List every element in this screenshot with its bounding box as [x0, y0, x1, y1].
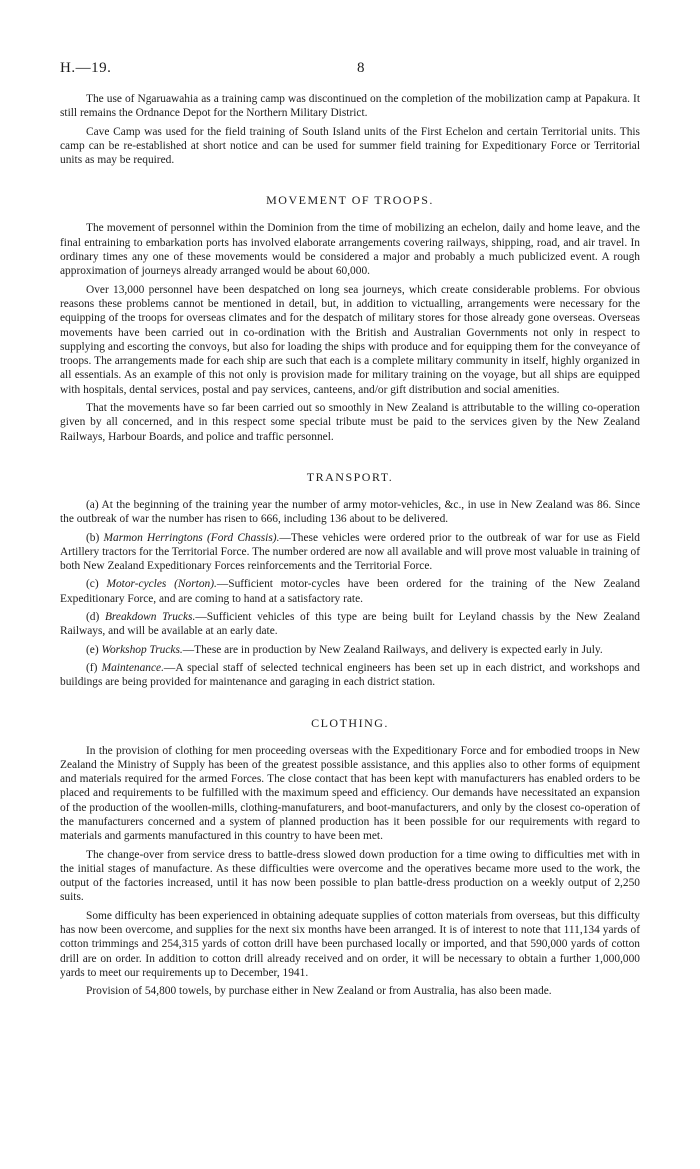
item-label: (b) — [86, 531, 100, 544]
transport-item-e — [60, 643, 640, 657]
paragraph: In the provision of clothing for men proceeding overseas with the Expeditionary Force and for embodied troops in New Zealand the Ministry of Supply has been of the greatest possible assistance, and this applies also to other forms of equipment and materials required for the armed Forces. The close contact that has been kept with manufacturers has enabled orders to be placed and requirements to be fulfilled with the maximum speed and efficiency. Our demands have necessitated an expansion of the production of the woollen-mills, clothing-manufaturers, and boot-manufacturers, and only by the closest co-operation of the manufacturers concerned and a system of planned production has it been possible for our requirements with regard to materials and garments manufactured in this country to have been met. — [60, 744, 640, 843]
item-label: (a) — [86, 498, 99, 511]
item-text: —These vehicles were ordered prior to the outbreak of war for use as Field Artillery tractors for the Territorial Force. The number ordered are now all available and will prove most valuable in training of both New Zealand Expeditionary Forces reinforcements and the Territorial Force. — [60, 531, 640, 573]
item-label: (f) — [86, 661, 98, 674]
paragraph: The change-over from service dress to battle-dress slowed down production for a time owing to difficulties met with in the initial stages of manufacture. As these difficulties were overcome and the operatives became more used to the work, the output of the factories increased, until it has now been possible to plan battle-dress production on a weekly output of 2,250 suits. — [60, 848, 640, 904]
document-reference: H.—19. — [60, 60, 112, 76]
item-title: Breakdown Trucks. — [104, 611, 196, 624]
item-title: Maintenance. — [101, 661, 164, 674]
running-header — [60, 60, 640, 82]
paragraph: Some difficulty has been experienced in obtaining adequate supplies of cotton materials from overseas, but this difficulty has now been overcome, and supplies for the next six months have been arranged. It is of interest to note that 111,134 yards of cotton trimmings and 254,315 yards of cotton drill have been purchased locally or imported, and that 590,000 yards of cotton drill are on order. In addition to cotton drill already received and on order, it will be necessary to obtain a further 1,000,000 yards to meet our requirements up to December, 1941. — [60, 909, 640, 979]
paragraph: That the movements have so far been carried out so smoothly in New Zealand is attributable to the willing co-operation given by all concerned, and in this respect some special tribute must be paid to the services given by the New Zealand Railways, Harbour Boards, and police and traffic personnel. — [60, 402, 640, 443]
item-title: Marmon Herringtons (Ford Chassis). — [103, 531, 280, 544]
page-number: 8 — [357, 60, 365, 76]
item-label: (e) — [86, 643, 99, 656]
transport-item-a — [60, 498, 640, 527]
paragraph: Provision of 54,800 towels, by purchase either in New Zealand or from Australia, has also been made. — [86, 985, 552, 998]
item-text: —These are in production by New Zealand Railways, and delivery is expected early in July. — [182, 643, 603, 656]
paragraph: The use of Ngaruawahia as a training camp was discontinued on the completion of the mobilization camp at Papakura. It still remains the Ordnance Depot for the Northern Military District. — [60, 93, 640, 120]
item-label: (c) — [86, 578, 99, 591]
item-title: Motor-cycles (Norton). — [106, 578, 217, 591]
section-heading-movement: MOVEMENT OF TROOPS. — [266, 193, 434, 208]
paragraph: The movement of personnel within the Dominion from the time of mobilizing an echelon, daily and home leave, and the final entraining to embarkation ports has involved elaborate arrangements covering railways, shipping, road, and air travel. In ordinary times any one of these movements would be considered a major and probably a much publicized event. A rough approximation of journeys already arranged would be about 60,000. — [60, 222, 640, 278]
transport-item-f — [60, 661, 640, 690]
item-text: At the beginning of the training year the number of army motor-vehicles, &c., in use in New Zealand was 86. Since the outbreak of war the number has risen to 666, including 136 about to be delivered. — [60, 498, 640, 526]
item-title: Workshop Trucks. — [101, 643, 183, 656]
transport-item-c — [60, 577, 640, 606]
item-text: —A special staff of selected technical engineers has been set up in each district, and workshops and buildings are being provided for maintenance and garaging in each district station. — [60, 661, 640, 689]
paragraph: Cave Camp was used for the field training of South Island units of the First Echelon and certain Territorial units. This camp can be re-established at short notice and can be used for summer field training for Expeditionary Force or Territorial units as may be required. — [60, 125, 640, 167]
section-heading-clothing: CLOTHING. — [311, 715, 389, 730]
item-text: —Sufficient vehicles of this type are being built for Leyland chassis by the New Zealand Railways, and will be available at an early date. — [60, 611, 640, 638]
transport-item-b — [60, 531, 640, 574]
paragraph: Over 13,000 personnel have been despatched on long sea journeys, which create considerable problems. For obvious reasons these problems cannot be mentioned in detail, but, in addition to victualling, arrangements were necessary for the equipping of the troops for overseas climates and for the despatch of military stores for those already gone overseas. Overseas movements have been carried out in co-ordination with the British and Australian Governments not only in respect to supplying and escorting the convoys, but also for loading the ships with produce and for equipping them for the conveyance of troops. The arrangements made for each ship are such that each is a complete military community in itself, highly organized in all essentials. As an example of this not only is provision made for military training on the voyage, but all ships are equipped with hospitals, dental services, postal and pay services, canteens, and/or gift distribution and social amenities. — [60, 283, 640, 396]
item-text: —Sufficient motor-cycles have been ordered for the training of the New Zealand Expeditionary Force, and are coming to hand at a satisfactory rate. — [60, 578, 640, 605]
section-heading-transport: TRANSPORT. — [306, 469, 394, 484]
transport-item-d — [60, 610, 640, 639]
page-body — [60, 92, 640, 999]
item-label: (d) — [86, 611, 100, 624]
